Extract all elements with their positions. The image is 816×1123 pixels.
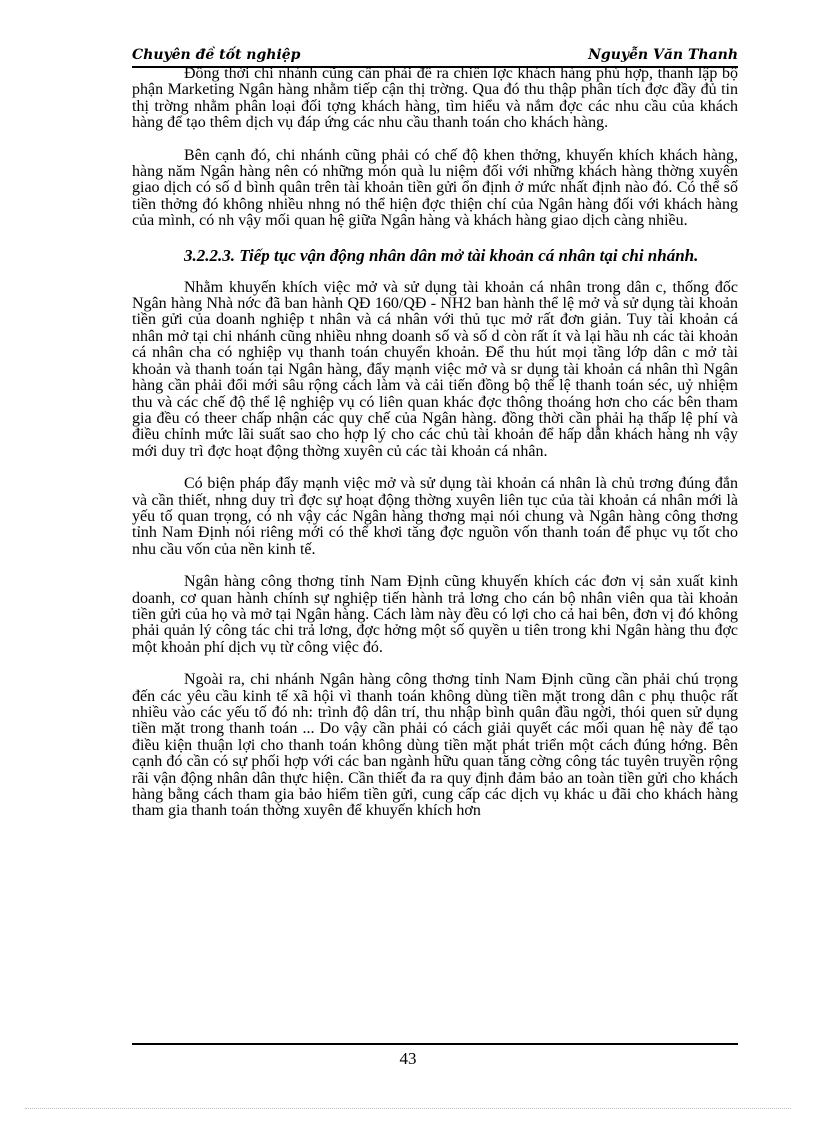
paragraph-socioeconomic-factors: Ngoài ra, chi nhánh Ngân hàng công thơng tỉnh Nam Định cũng cần phải chú trọng đến các yêu cầu kinh tế xã hội vì thanh toán không dùng tiền mặt trong dân c phụ thuộc rất nhiều vào các yếu tố đó nh: trình độ dân trí, thu nhập bình quân đầu ngời, thói quen sử dụng tiền mặt trong thanh toán ... Do vậy cần phải có cách giải quyết các mối quan hệ này để tạo điều kiện thuận lợi cho thanh toán không dùng tiền mặt phát triển một cách đúng hớng. Bên cạnh đó cần có sự phối hợp với các ban ngành hữu quan tăng cờng công tác tuyên truyền rộng rãi vận động nhân dân thực hiện. Cần thiết đa ra quy định đảm bảo an toàn tiền gửi cho khách hàng bằng cách tham gia bảo hiểm tiền gửi, cung cấp các dịch vụ khác u đãi cho khách hàng tham gia thanh toán thờng xuyên để khuyến khích hơn xyxy=(132,671,738,820)
page-header xyxy=(132,47,738,67)
page-number: 43 xyxy=(399,1049,417,1068)
paragraph-customer-rewards: Bên cạnh đó, chi nhánh cũng phải có chế độ khen thởng, khuyến khích khách hàng, hàng năm Ngân hàng nên có những món quà lu niệm đối với những khách hàng thờng xuyên giao dịch có số d bình quân trên tài khoản tiền gửi ổn định ở mức nhất định nào đó. Có thể số tiền thởng đó không nhiều nhng nó thể hiện đợc thiện chí của Ngân hàng đối với khách hàng của mình, có nh vậy mối quan hệ giữa Ngân hàng và khách hàng giao dịch càng nhiều. xyxy=(132,146,738,230)
header-author: Nguyễn Văn Thanh xyxy=(588,47,738,63)
paragraph-account-activity: Có biện pháp đẩy mạnh việc mở và sử dụng tài khoản cá nhân là chủ trơng đúng đắn và cần thiết, nhng duy trì đợc sự hoạt động thờng xuyên liên tục của tài khoản cá nhân mới là yếu tố quan trọng, có nh vậy các Ngân hàng thơng mại nói chung và Ngân hàng công thơng tỉnh Nam Định nói riêng mới có thể khơi tăng đợc nguồn vốn thanh toán để phục vụ tốt cho nhu cầu vốn của nền kinh tế. xyxy=(132,475,738,558)
section-heading: 3.2.2.3. Tiếp tục vận động nhân dân mở tài khoản cá nhân tại chi nhánh. xyxy=(184,245,699,265)
page-bottom-border xyxy=(25,1108,791,1109)
footer-divider xyxy=(132,1043,738,1045)
document-body xyxy=(132,66,738,836)
header-title: Chuyên đề tốt nghiệp xyxy=(132,47,301,63)
paragraph-marketing-strategy: Đồng thời chi nhánh cũng cần phải đề ra chiến lợc khách hàng phù hợp, thanh lập bộ phận Marketing Ngân hàng nhằm tiếp cận thị trờng. Qua đó thu thập phân tích đợc đầy đủ tin thị trờng nhằm phân loại đối tợng khách hàng, tìm hiểu và nắm đợc các nhu cầu của khách hàng để tạo thêm dịch vụ đáp ứng các nhu cầu thanh toán cho khách hàng. xyxy=(132,65,738,132)
paragraph-personal-accounts: Nhằm khuyến khích việc mở và sử dụng tài khoản cá nhân trong dân c, thống đốc Ngân hàng Nhà nớc đã ban hành QĐ 160/QĐ - NH2 ban hành thể lệ mở và sử dụng tài khoản tiền gửi của doanh nghiệp t nhân và cá nhân với thủ tục mở rất đơn giản. Tuy tài khoản cá nhân mở tại chi nhánh cũng nhiều nhng doanh số và số d còn rất ít và lại hầu nh các tài khoản cá nhân cha có nghiệp vụ thanh toán chuyển khoản. Để thu hút mọi tầng lớp dân c mở tài khoản và thanh toán tại Ngân hàng, đẩy mạnh việc mở và sr dụng tài khoản cá nhân thì Ngân hàng cần phải đổi mới sâu rộng cách làm và cải tiến đồng bộ thể lệ thanh toán séc, uỷ nhiệm thu và các chế độ thể lệ nghiệp vụ có liên quan khác đợc thông thoáng hơn cho các bên tham gia đều có theer chấp nhận các quy chế của Ngân hàng. đồng thời cần phải hạ thấp lệ phí và điều chỉnh mức lãi suất sao cho hợp lý cho các chủ tài khoản để hấp dẫn khách hàng nh vậy mới duy trì đợc hoạt động thờng xuyên củ các tài khoản cá nhân. xyxy=(132,278,738,460)
paragraph-salary-payments: Ngân hàng công thơng tỉnh Nam Định cũng khuyến khích các đơn vị sản xuất kinh doanh, cơ quan hành chính sự nghiệp tiến hành trả lơng cho cán bộ nhân viên qua tài khoản tiền gửi của họ và mở tại Ngân hàng. Cách làm này đều có lợi cho cả hai bên, đơn vị đó không phải quản lý công tác chi trả lơng, đợc hởng một số quyền u tiên trong khi Ngân hàng thu đợc một khoản phí dịch vụ từ công việc đó. xyxy=(132,573,738,656)
